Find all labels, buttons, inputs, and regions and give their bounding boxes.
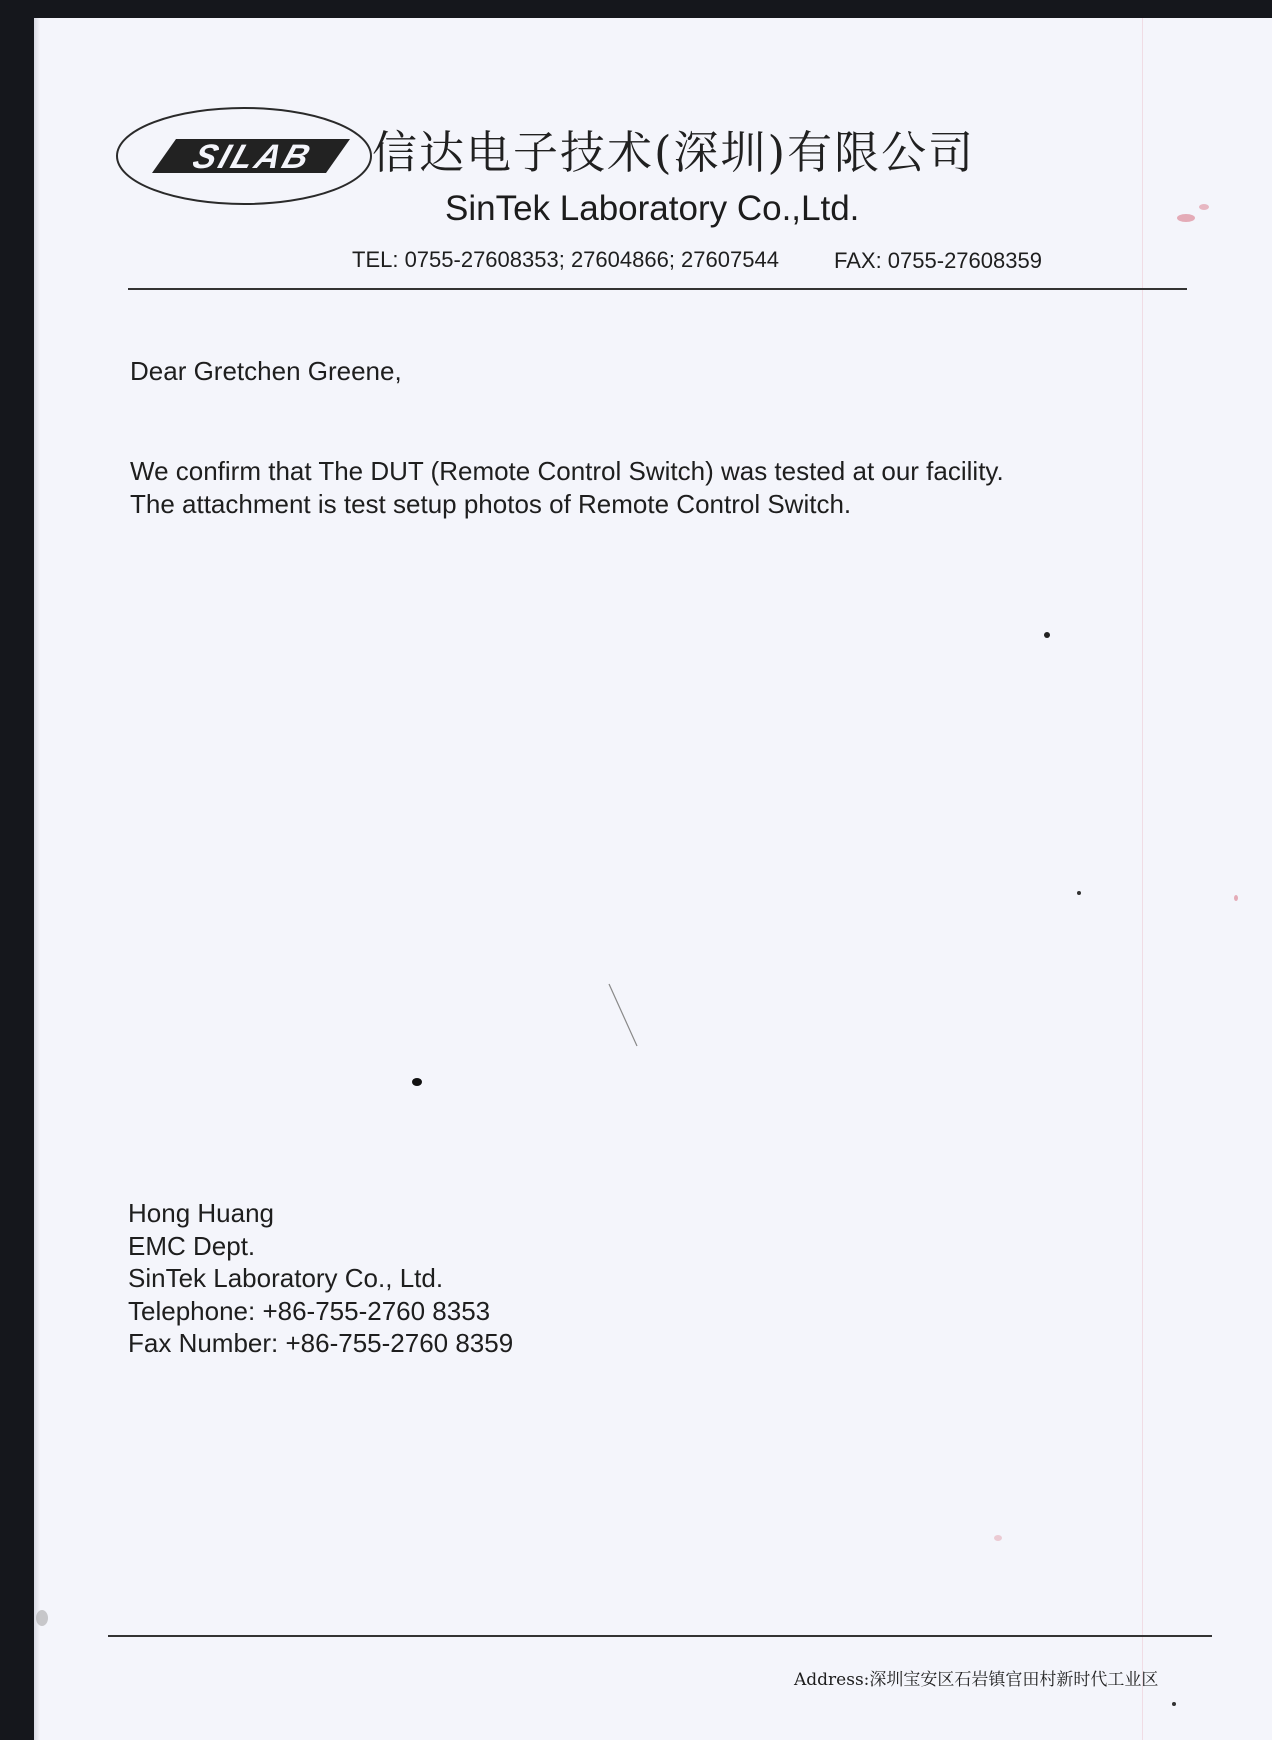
company-name-english: SinTek Laboratory Co.,Ltd. <box>445 189 860 228</box>
body-line: The attachment is test setup photos of Remote Control Switch. <box>130 489 852 519</box>
company-logo <box>114 104 374 208</box>
scan-specks <box>34 18 1272 1740</box>
logo-text: SILAB <box>188 137 318 176</box>
letter-paper <box>34 18 1272 1740</box>
letterhead-telephone: TEL: 0755-27608353; 27604866; 27607544 <box>352 247 779 272</box>
margin-line <box>1142 18 1143 1740</box>
footer-address: Address:深圳宝安区石岩镇官田村新时代工业区 <box>794 1670 1159 1690</box>
company-name-chinese: 信达电子技术(深圳)有限公司 <box>372 126 976 179</box>
header-divider <box>128 288 1187 290</box>
signer-department: EMC Dept. <box>128 1230 256 1261</box>
body-line: We confirm that The DUT (Remote Control Switch) was tested at our facility. <box>130 456 1004 486</box>
signer-fax: Fax Number: +86-755-2760 8359 <box>128 1328 514 1358</box>
letterhead-fax: FAX: 0755-27608359 <box>834 248 1042 273</box>
signer-telephone: Telephone: +86-755-2760 8353 <box>128 1295 491 1326</box>
footer-divider <box>108 1635 1212 1637</box>
signer-company: SinTek Laboratory Co., Ltd. <box>128 1263 444 1293</box>
signer-name: Hong Huang <box>128 1198 274 1228</box>
paper-edge-shadow <box>34 18 40 1740</box>
signature-block <box>128 1197 513 1360</box>
salutation: Dear Gretchen Greene, <box>130 356 402 386</box>
letter-body <box>130 455 1004 521</box>
